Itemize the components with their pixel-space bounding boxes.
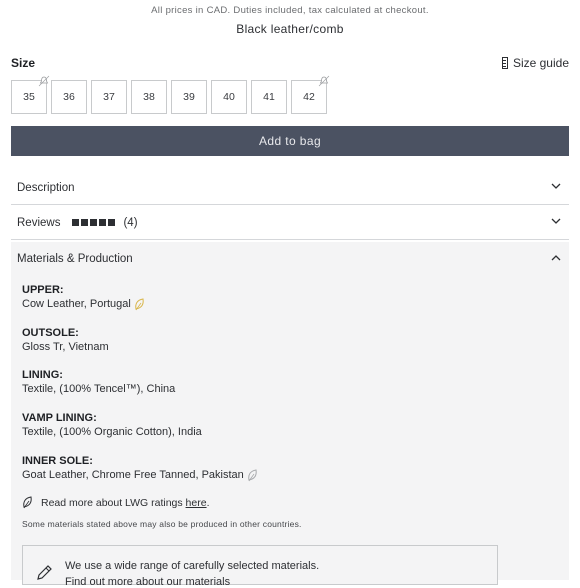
chevron-down-icon bbox=[551, 218, 561, 225]
size-header bbox=[11, 56, 569, 72]
chevron-down-icon bbox=[551, 183, 561, 190]
size-guide-link[interactable] bbox=[502, 56, 569, 70]
accordion-reviews[interactable] bbox=[11, 206, 569, 240]
rating-stars bbox=[72, 219, 115, 226]
material-value: Goat Leather, Chrome Free Tanned, Pakistan bbox=[22, 469, 244, 481]
reviews-count: (4) bbox=[123, 216, 138, 229]
materials-panel bbox=[11, 270, 569, 580]
material-lining bbox=[22, 368, 175, 396]
ruler-icon bbox=[502, 57, 508, 69]
size-option-label: 42 bbox=[303, 91, 315, 103]
size-option-42[interactable] bbox=[291, 80, 327, 114]
star-icon bbox=[90, 219, 97, 226]
pencil-icon bbox=[35, 564, 53, 582]
size-label: Size bbox=[11, 56, 36, 70]
size-options bbox=[11, 80, 327, 114]
size-guide-label: Size guide bbox=[512, 56, 569, 70]
lwg-suffix: . bbox=[206, 496, 210, 509]
selected-color-name: Black leather/comb bbox=[236, 22, 344, 36]
chevron-up-icon bbox=[551, 254, 561, 261]
leaf-silver-icon bbox=[247, 469, 258, 482]
star-icon bbox=[99, 219, 106, 226]
size-option-label: 36 bbox=[63, 91, 75, 103]
star-icon bbox=[72, 219, 79, 226]
size-option-35[interactable] bbox=[11, 80, 47, 114]
size-option-label: 37 bbox=[103, 91, 115, 103]
size-option-40[interactable] bbox=[211, 80, 247, 114]
size-option-label: 38 bbox=[143, 91, 155, 103]
star-icon bbox=[81, 219, 88, 226]
leaf-gold-icon bbox=[134, 298, 145, 311]
material-upper bbox=[22, 283, 145, 311]
size-option-label: 35 bbox=[23, 91, 35, 103]
lwg-info bbox=[22, 496, 209, 509]
size-option-38[interactable] bbox=[131, 80, 167, 114]
material-outsole bbox=[22, 326, 109, 354]
size-option-41[interactable] bbox=[251, 80, 287, 114]
size-option-36[interactable] bbox=[51, 80, 87, 114]
star-icon bbox=[108, 219, 115, 226]
other-countries-note: Some materials stated above may also be produced in other countries. bbox=[22, 519, 302, 529]
notify-bell-icon bbox=[39, 76, 49, 86]
size-option-label: 40 bbox=[223, 91, 235, 103]
price-note: All prices in CAD. Duties included, tax calculated at checkout. bbox=[151, 5, 429, 16]
size-option-label: 41 bbox=[263, 91, 275, 103]
lwg-text: Read more about LWG ratings bbox=[41, 496, 183, 509]
material-label: LINING: bbox=[22, 369, 63, 381]
material-inner-sole bbox=[22, 454, 258, 482]
material-value: Textile, (100% Tencel™), China bbox=[22, 383, 176, 395]
material-label: VAMP LINING: bbox=[22, 412, 97, 424]
lwg-link[interactable]: here bbox=[185, 496, 207, 509]
size-option-label: 39 bbox=[183, 91, 195, 103]
notify-bell-icon bbox=[319, 76, 329, 86]
accordion-reviews-label: Reviews bbox=[17, 216, 61, 229]
material-value: Textile, (100% Organic Cotton), India bbox=[22, 426, 202, 438]
material-label: INNER SOLE: bbox=[22, 455, 93, 467]
add-to-bag-button[interactable]: Add to bag bbox=[11, 126, 569, 156]
size-option-39[interactable] bbox=[171, 80, 207, 114]
leaf-icon bbox=[22, 496, 33, 509]
size-option-37[interactable] bbox=[91, 80, 127, 114]
material-vamp-lining bbox=[22, 411, 202, 439]
info-box-subtext: Find out more about our materials bbox=[65, 576, 231, 588]
material-label: OUTSOLE: bbox=[22, 327, 79, 339]
materials-info-box bbox=[22, 545, 498, 588]
material-value: Gloss Tr, Vietnam bbox=[22, 341, 109, 353]
accordion-materials-label: Materials & Production bbox=[17, 252, 133, 265]
info-box-text: We use a wide range of carefully selected materials. bbox=[65, 560, 320, 572]
material-value: Cow Leather, Portugal bbox=[22, 298, 131, 310]
accordion-description[interactable] bbox=[11, 171, 569, 205]
accordion-description-label: Description bbox=[17, 181, 75, 194]
material-label: UPPER: bbox=[22, 284, 64, 296]
